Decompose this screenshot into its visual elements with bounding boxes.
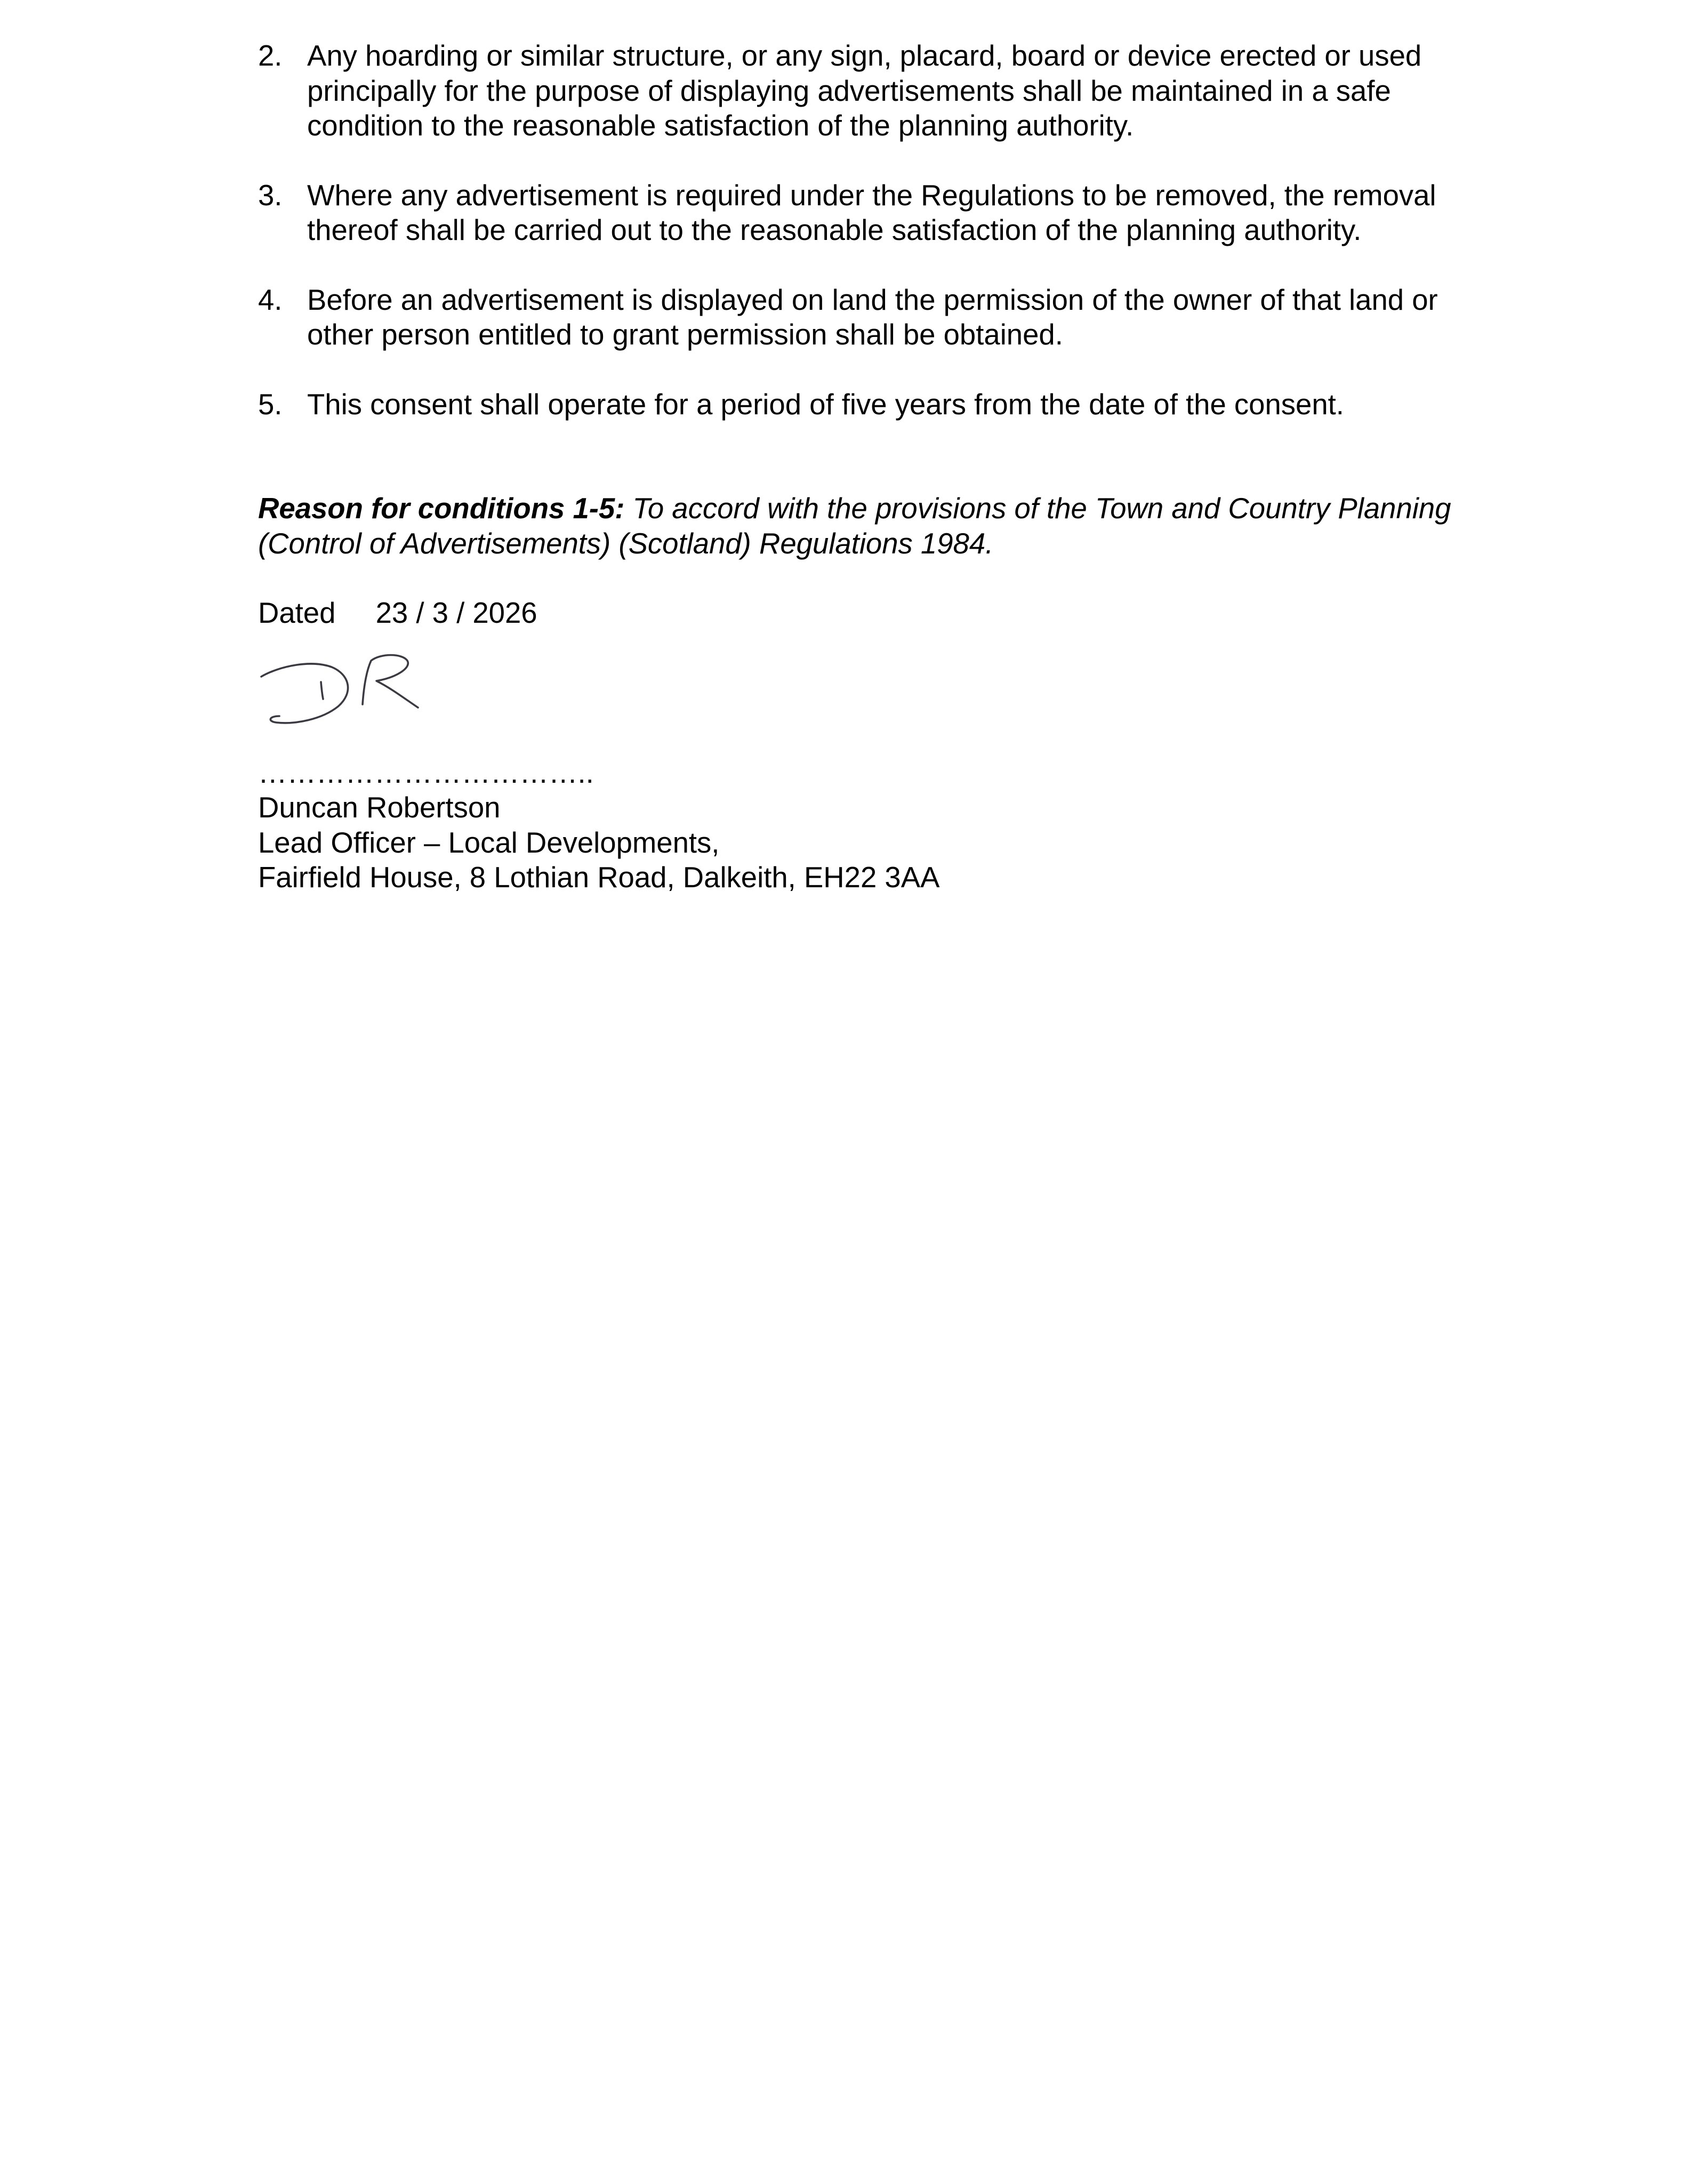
condition-item bbox=[258, 178, 1500, 248]
condition-text: This consent shall operate for a period of five years from the date of the consent. bbox=[307, 388, 1344, 421]
condition-number: 2. bbox=[258, 39, 283, 72]
signature-stroke-r bbox=[363, 655, 418, 708]
reason-text: To accord with the provisions of the Town and Country Planning (Control of Advertisements) (Scotland) Regulations 1984. bbox=[258, 492, 1451, 560]
condition-item bbox=[258, 38, 1500, 143]
condition-number: 5. bbox=[258, 388, 283, 421]
reason-paragraph bbox=[258, 491, 1500, 561]
document-content bbox=[258, 38, 1500, 895]
condition-item bbox=[258, 387, 1500, 422]
reason-label: Reason for conditions 1-5: bbox=[258, 492, 625, 525]
conditions-list bbox=[258, 38, 1500, 422]
condition-number: 4. bbox=[258, 283, 283, 316]
condition-text: Where any advertisement is required under the Regulations to be removed, the removal thereof shall be carried out to the reasonable satisfaction of the planning authority. bbox=[307, 179, 1436, 246]
signatory-name: Duncan Robertson bbox=[258, 791, 501, 824]
signature-stroke-d bbox=[261, 663, 348, 722]
condition-text: Any hoarding or similar structure, or any sign, placard, board or device erected or used principally for the purpose of displaying advertisements shall be maintained in a safe condition to the reasonable satisfaction of the planning authority. bbox=[307, 39, 1422, 142]
dated-line bbox=[258, 596, 1500, 631]
signatory-address: Fairfield House, 8 Lothian Road, Dalkeith, EH22 3AA bbox=[258, 861, 940, 894]
condition-item bbox=[258, 283, 1500, 352]
condition-text: Before an advertisement is displayed on land the permission of the owner of that land or other person entitled to grant permission shall be obtained. bbox=[307, 283, 1438, 351]
signatory-title: Lead Officer – Local Developments, bbox=[258, 826, 720, 859]
signature-stroke-i bbox=[321, 682, 323, 699]
dated-value: 23 / 3 / 2026 bbox=[375, 597, 537, 629]
signature-image bbox=[258, 651, 423, 731]
condition-number: 3. bbox=[258, 179, 283, 212]
dated-label: Dated bbox=[258, 597, 336, 629]
signature-dotted-line: …………………………….. bbox=[258, 756, 594, 789]
